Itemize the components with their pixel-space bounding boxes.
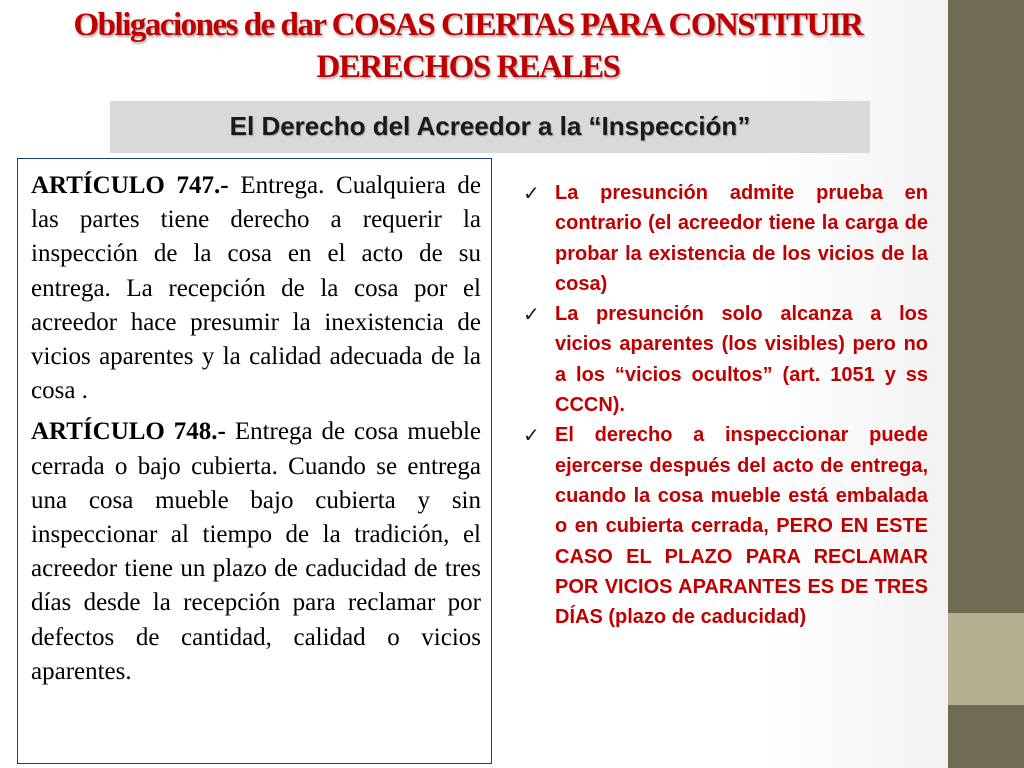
decorative-side-block	[948, 613, 1024, 705]
bullet-item	[520, 299, 928, 420]
bullet-text: La presunción solo alcanza a los vicios aparentes (los visibles) pero no a los “vicios ocultos” (art. 1051 y ss CCCN).	[555, 303, 928, 417]
article-748-heading: ARTÍCULO 748.-	[31, 418, 226, 446]
bullet-item	[520, 420, 928, 632]
checkmark-icon: ✓	[523, 423, 540, 448]
slide-title: Obligaciones de dar COSAS CIERTAS PARA CONSTITUIR DERECHOS REALES	[73, 7, 863, 85]
slide-subtitle: El Derecho del Acreedor a la “Inspección”	[229, 111, 751, 141]
subtitle-band	[110, 101, 870, 153]
bullet-item	[520, 178, 928, 299]
checkmark-icon: ✓	[523, 181, 540, 205]
article-747-body: Entrega. Cualquiera de las partes tiene derecho a requerir la inspección de la cosa en el acto de su entrega. La recepción de la cosa por el acreedor hace presumir la inexistencia de vicios aparentes y la calidad adecuada de la cosa .	[31, 172, 481, 405]
articles-box	[17, 158, 492, 764]
checkmark-icon: ✓	[523, 302, 540, 327]
bullet-text: La presunción admite prueba en contrario (el acreedor tiene la carga de probar la existencia de los vicios de la cosa)	[555, 182, 928, 295]
article-748-body: Entrega de cosa mueble cerrada o bajo cubierta. Cuando se entrega una cosa mueble bajo cubierta y sin inspeccionar al tiempo de la tradición, el acreedor tiene un plazo de caducidad de tres días desde la recepción para reclamar por defectos de cantidad, calidad o vicios aparentes.	[31, 418, 482, 685]
article-748	[31, 415, 481, 689]
bullet-text: El derecho a inspeccionar puede ejercerse después del acto de entrega, cuando la cosa mueble está embalada o en cubierta cerrada, PERO EN ESTE CASO EL PLAZO PARA RECLAMAR POR VICIOS APARANTES ES DE TRES DÍAS (plazo de caducidad)	[555, 424, 928, 629]
decorative-side-bar	[948, 0, 1024, 768]
article-747	[31, 169, 481, 408]
bullet-list	[520, 178, 928, 632]
articles-text	[31, 169, 481, 696]
article-747-heading: ARTÍCULO 747.-	[31, 172, 229, 199]
